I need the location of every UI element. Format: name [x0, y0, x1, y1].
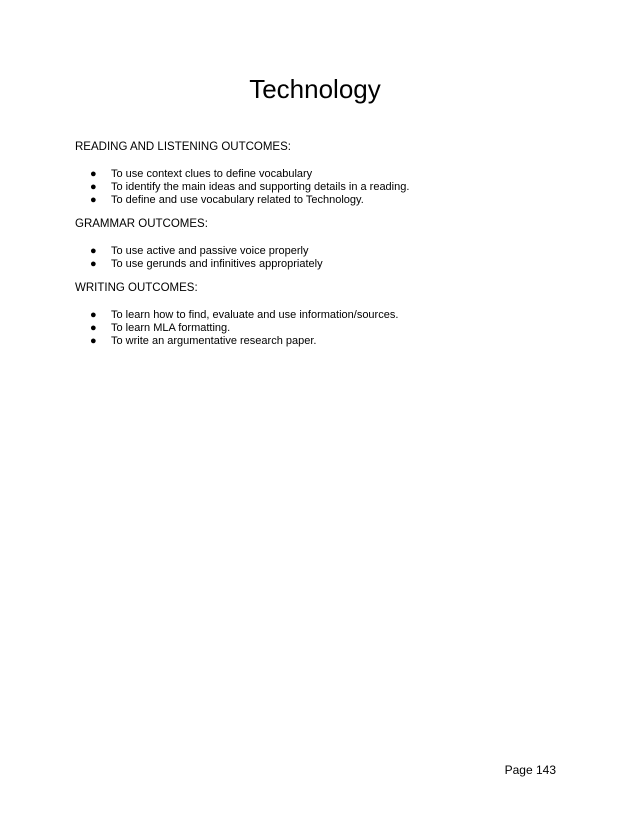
list-item-text: To learn how to find, evaluate and use information/sources.	[111, 309, 399, 321]
section-heading: GRAMMAR OUTCOMES:	[75, 218, 208, 230]
outcome-list	[75, 168, 595, 207]
list-item-text: To learn MLA formatting.	[111, 322, 231, 334]
bullet-icon: ●	[90, 181, 97, 193]
bullet-icon: ●	[90, 309, 97, 321]
reading-listening-outcomes-section	[75, 140, 595, 207]
bullet-icon: ●	[90, 168, 97, 180]
page-number: Page 143	[504, 763, 556, 777]
section-heading: WRITING OUTCOMES:	[75, 282, 198, 294]
grammar-outcomes-section	[75, 217, 595, 271]
section-heading: READING AND LISTENING OUTCOMES:	[75, 141, 291, 153]
list-item	[75, 194, 595, 207]
list-item-text: To use gerunds and infinitives appropriately	[111, 258, 323, 270]
bullet-icon: ●	[90, 245, 97, 257]
writing-outcomes-section	[75, 281, 595, 348]
list-item	[75, 245, 595, 258]
outcome-list	[75, 309, 595, 348]
bullet-icon: ●	[90, 335, 97, 347]
list-item	[75, 258, 595, 271]
list-item-text: To use active and passive voice properly	[111, 245, 309, 257]
bullet-icon: ●	[90, 322, 97, 334]
list-item	[75, 168, 595, 181]
bullet-icon: ●	[90, 194, 97, 206]
list-item-text: To define and use vocabulary related to Technology.	[111, 194, 364, 206]
list-item-text: To identify the main ideas and supporting details in a reading.	[111, 181, 410, 193]
list-item	[75, 309, 595, 322]
list-item	[75, 181, 595, 194]
list-item-text: To use context clues to define vocabulary	[111, 168, 313, 180]
outcome-list	[75, 245, 595, 271]
list-item	[75, 335, 595, 348]
list-item	[75, 322, 595, 335]
page-title: Technology	[249, 74, 381, 104]
list-item-text: To write an argumentative research paper.	[111, 335, 317, 347]
bullet-icon: ●	[90, 258, 97, 270]
